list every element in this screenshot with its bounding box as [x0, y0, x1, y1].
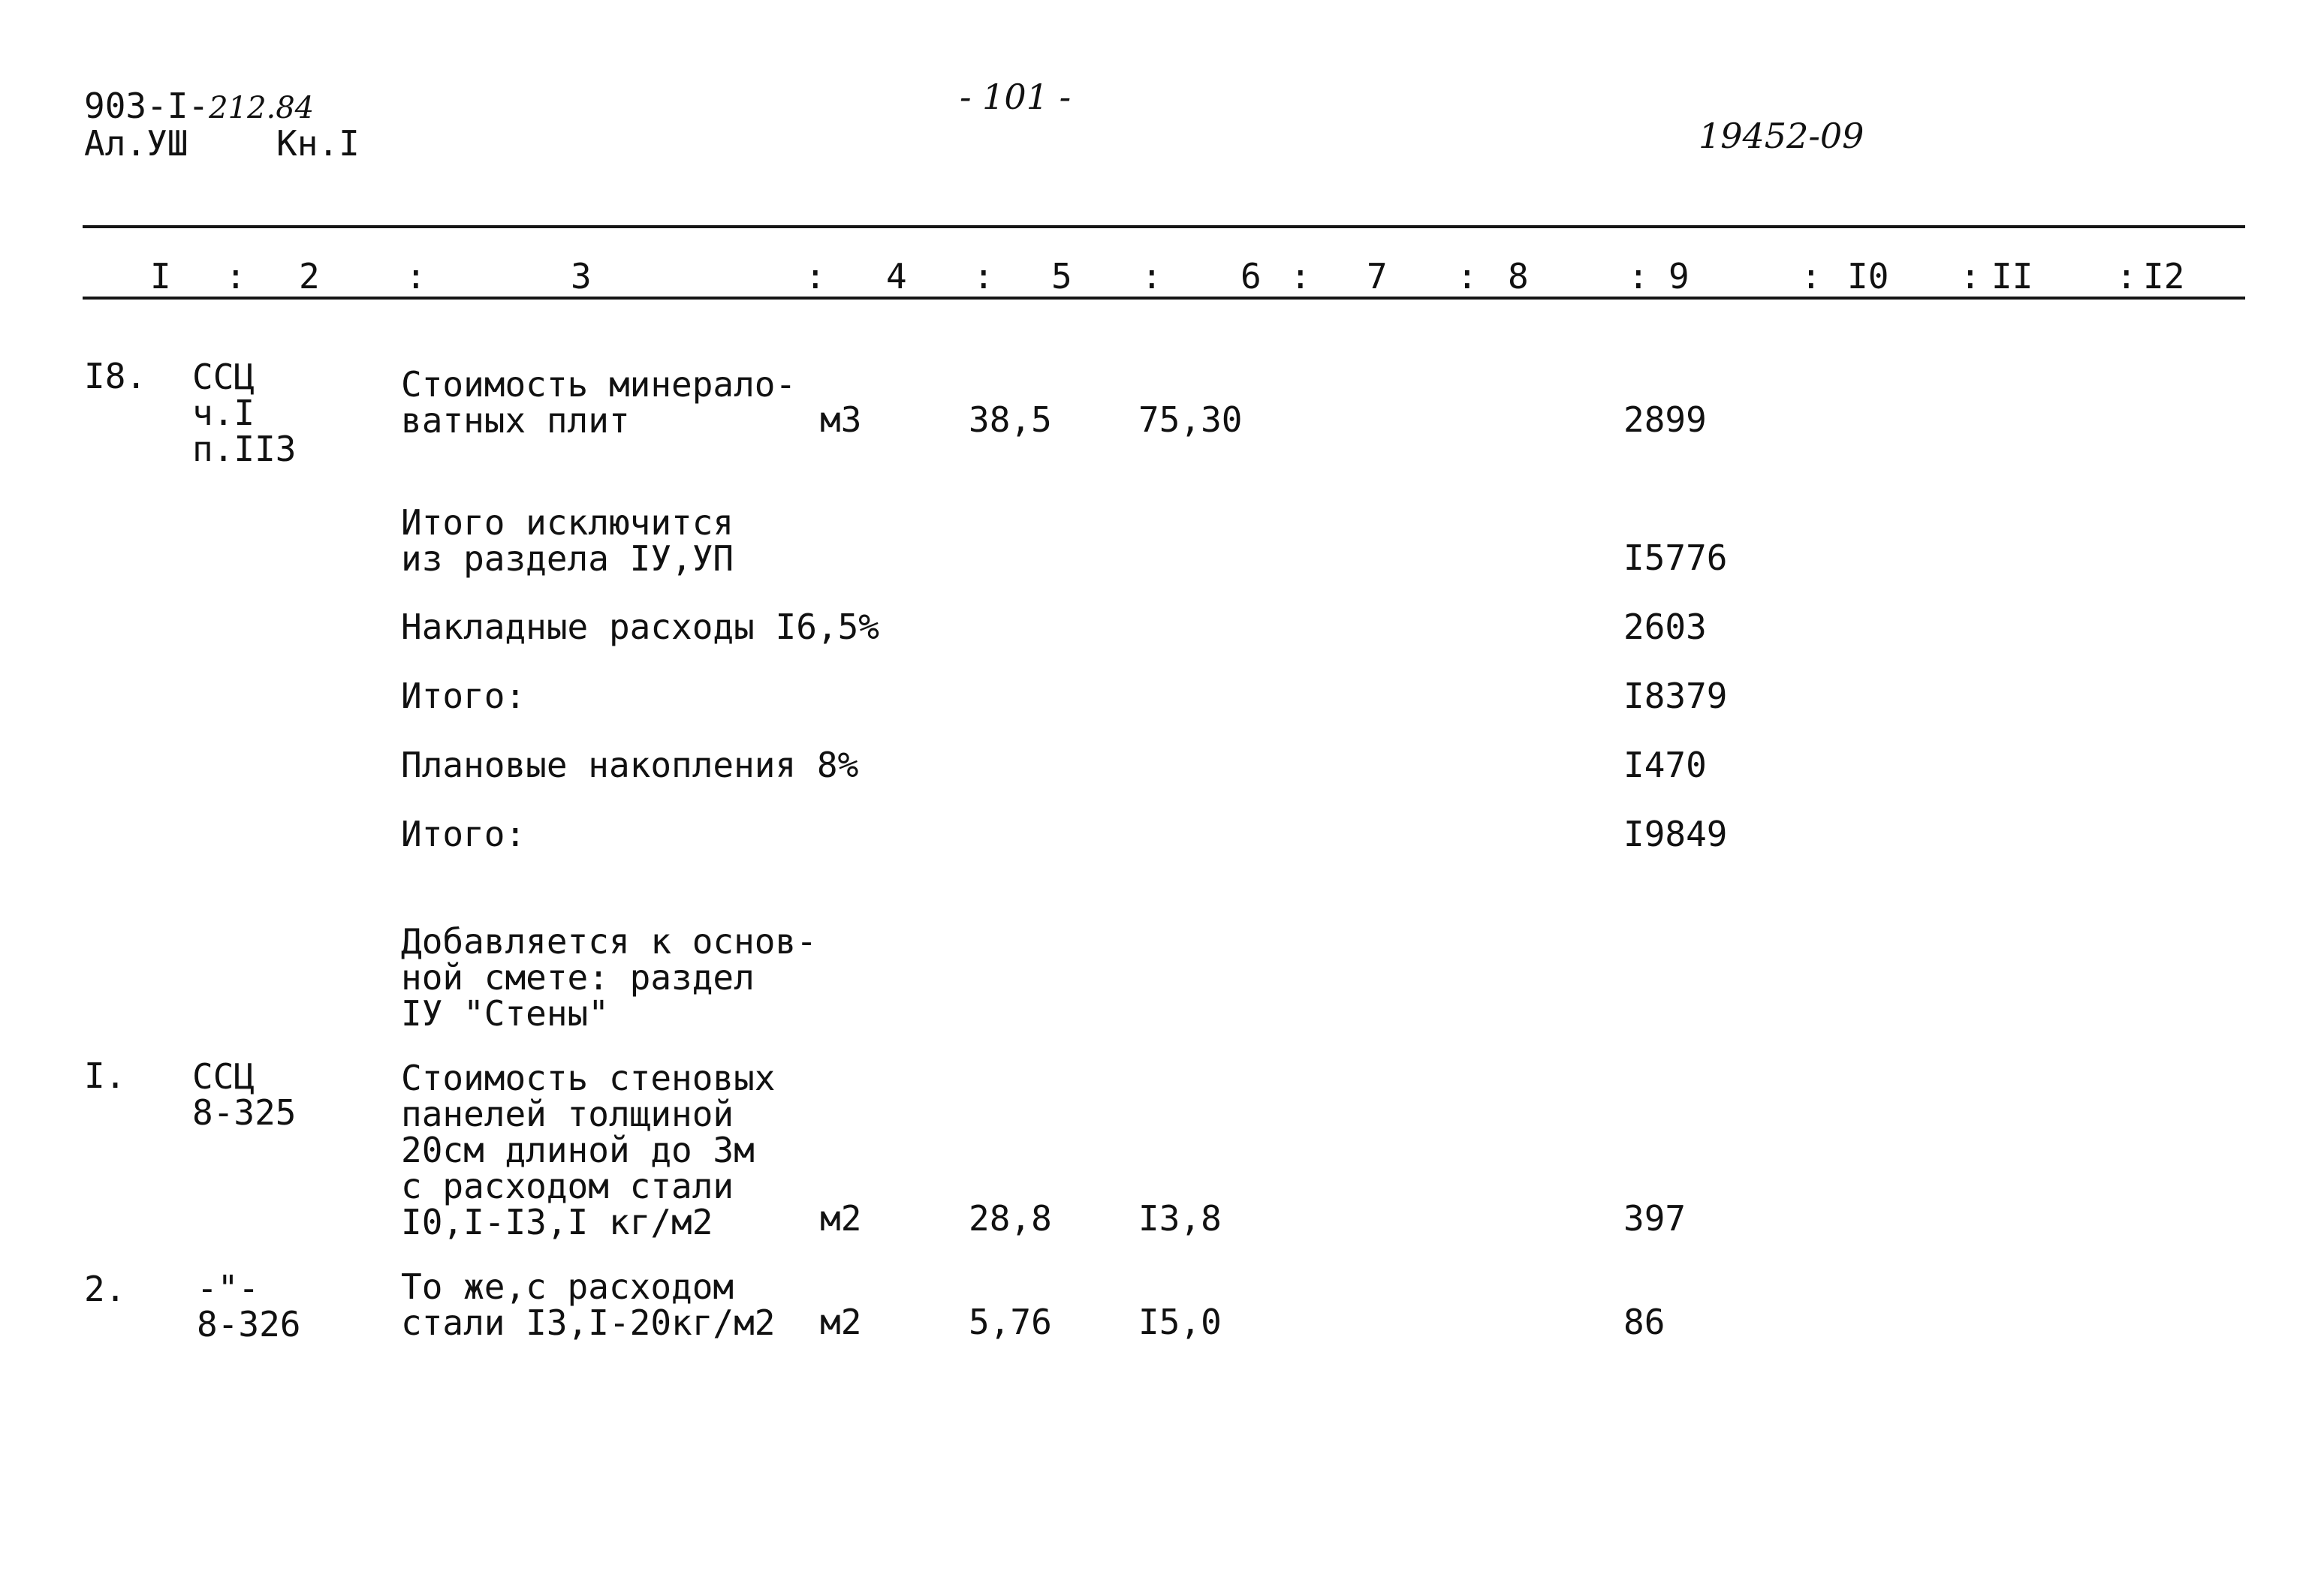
row-number: 2.: [84, 1269, 126, 1309]
column-separator: :: [1457, 256, 1478, 297]
unit: м3: [820, 399, 862, 440]
column-header-10: I0: [1847, 256, 1889, 297]
item-description: Итого:: [401, 814, 526, 854]
column-header-9: 9: [1668, 256, 1690, 297]
document-code-prefix: 903-I-: [84, 86, 209, 126]
unit-price: 75,30: [1138, 399, 1243, 440]
column-header-7: 7: [1367, 256, 1388, 297]
item-description: Плановые накопления 8%: [401, 745, 859, 785]
column-header-12: I2: [2143, 256, 2185, 297]
row-number: I.: [84, 1055, 126, 1096]
archive-number: 19452-09: [1699, 116, 1864, 156]
item-description: Итого:: [401, 676, 526, 716]
item-description: Накладные расходы I6,5%: [401, 607, 879, 647]
column-header-4: 4: [886, 256, 907, 297]
unit: м2: [820, 1198, 862, 1239]
quantity: 5,76: [969, 1302, 1052, 1342]
unit-price: I5,0: [1138, 1302, 1222, 1342]
total-cost: I5776: [1623, 538, 1728, 578]
header-rule-bottom: [83, 297, 2245, 300]
column-separator: :: [1628, 256, 1649, 297]
reference-code: -"- 8-326: [197, 1268, 301, 1345]
column-separator: :: [805, 256, 826, 297]
column-separator: :: [1801, 256, 1822, 297]
column-header-2: 2: [299, 256, 320, 297]
reference-code: ССЦ ч.I п.II3: [192, 357, 297, 469]
header-rule-top: [83, 225, 2245, 228]
total-cost: 2899: [1623, 399, 1707, 440]
unit-price: I3,8: [1138, 1198, 1222, 1239]
total-cost: 2603: [1623, 607, 1707, 647]
page-number: - 101 -: [960, 77, 1072, 117]
column-separator: :: [1141, 256, 1162, 297]
quantity: 38,5: [969, 399, 1052, 440]
total-cost: I9849: [1623, 814, 1728, 854]
item-description: То же,с расходом стали I3,I-20кг/м2: [401, 1266, 776, 1343]
total-cost: 86: [1623, 1302, 1665, 1342]
quantity: 28,8: [969, 1198, 1052, 1239]
total-cost: I470: [1623, 745, 1707, 785]
column-header-6: 6: [1240, 256, 1262, 297]
total-cost: 397: [1623, 1198, 1687, 1239]
unit: м2: [820, 1302, 862, 1342]
column-header-3: 3: [571, 256, 592, 297]
column-separator: :: [225, 256, 246, 297]
total-cost: I8379: [1623, 676, 1728, 716]
reference-code: ССЦ 8-325: [192, 1056, 297, 1133]
column-header-11: II: [1991, 256, 2033, 297]
document-code: [84, 86, 315, 126]
column-separator: :: [1960, 256, 1981, 297]
column-separator: :: [2116, 256, 2137, 297]
column-header-5: 5: [1051, 256, 1072, 297]
column-separator: :: [973, 256, 994, 297]
book-label: Кн.I: [276, 123, 360, 164]
column-separator: :: [405, 256, 427, 297]
document-code-handwritten: 212.84: [209, 91, 315, 125]
section-heading: Добавляется к основ- ной смете: раздел IУ "Стены": [401, 921, 817, 1034]
row-number: I8.: [84, 356, 147, 396]
item-description: Итого исключится из раздела IУ,УП: [401, 502, 734, 579]
item-description: Стоимость стеновых панелей толщиной 20см длиной до 3м с расходом стали I0,I-I3,I кг/м2: [401, 1058, 776, 1242]
column-separator: :: [1290, 256, 1311, 297]
item-description: Стоимость минерало- ватных плит: [401, 364, 797, 441]
column-header-8: 8: [1508, 256, 1529, 297]
album-label: Ал.УШ: [84, 123, 188, 164]
column-header-1: I: [150, 256, 171, 297]
